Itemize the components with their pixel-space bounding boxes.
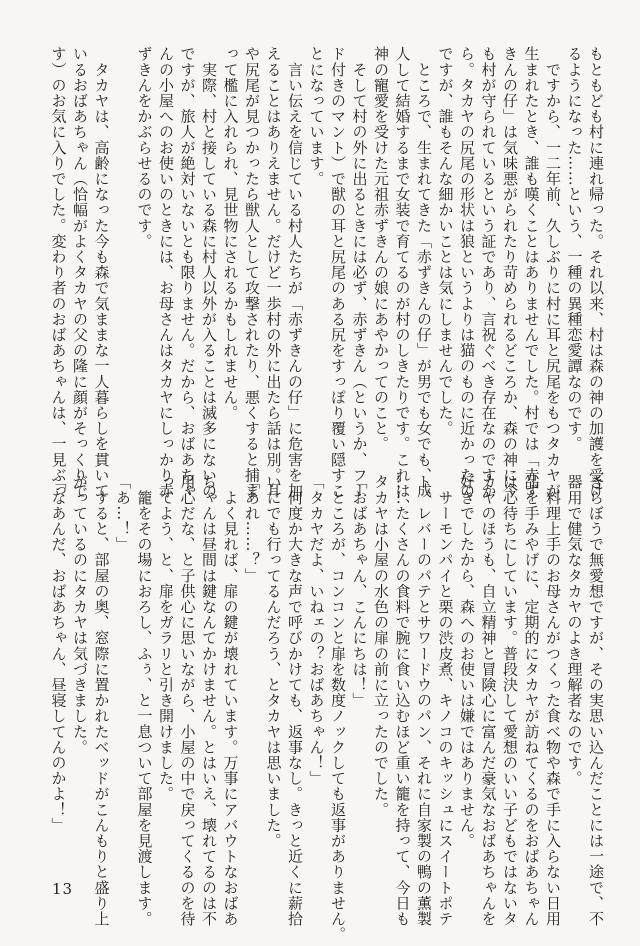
upper-line: ら。タカヤの尻尾の形状は狼というよりは猫のものに近かったの [458,46,476,499]
upper-line: もともども村に連れ帰った。それ以来、村は森の神の加護を受け [587,46,605,499]
upper-line: タカヤは、高齢になった今も森で気ままな一人暮らしを貫いて [92,46,111,499]
upper-line: とになっています。 [307,46,326,187]
lower-line: 品を手みやげに、定期的にタカヤが訪ねてくるのをおばあちゃん [522,474,541,927]
lower-line: ところが、コンコンと扉を数度ノックしても返事がありません。 [329,474,347,942]
lower-line: タカヤは小屋の水色の扉の前に立ったのでした。 [372,474,390,818]
lower-line: ……たくさんの食料で腕に食い込むほど重い籠を持って、今日も [393,474,412,927]
upper-line: ですから、一二年前、久しぶりに村に耳と尻尾をもつタカヤが [544,46,562,499]
lower-line: ちゃんは昼間は鍵なんてかけません。とはいえ、壊れてるのは不 [200,474,218,927]
upper-line [112,46,134,442]
lower-line: 「なあんだ、おばあちゃん、昼寝してんのかよ！」 [49,474,68,833]
lower-line: すると、部屋の奥、窓際に置かれたベッドがこんもりと盛り上 [92,474,111,927]
upper-line: や尻尾が見つかったら獣人として攻撃されたり、悪くすると捕ま [243,46,261,499]
text-block-upper [49,46,606,514]
upper-line: 神の寵愛を受けた元祖赤ずきんの娘にあやかってのこと。 [372,46,390,452]
upper-line: ところで、生まれてきた「赤ずきんの仔」が男でも女でも、成 [415,46,433,499]
upper-line: るようになった……という、一種の異種恋愛譚なのです。 [565,46,584,452]
lower-line: いにでも行ってるんだろう、とタカヤは思いました。 [264,474,283,849]
upper-line: って檻に入れられ、見世物にされるかもしれません。 [221,46,240,421]
page-number: 13 [52,880,74,898]
lower-line: カヤのほうも、自立精神と冒険心に富んだ豪気なおばあちゃんを [479,474,498,927]
lower-line: 用心だな、と子供心に思いながら、小屋の中で戻ってくるのを待 [178,474,197,927]
upper-line: も村が守られているという証であり、言祝ぐべき存在なのですか [479,46,498,499]
upper-line: ずきんをかぶらせるのです。 [135,46,154,249]
lower-line: は心待ちにしています。普段決して愛想のいい子どもではないタ [501,474,519,927]
upper-line: ですが、誰もそんな細かいことは気にしませんでした。 [436,46,455,436]
upper-line: いるおばあちゃん（恰幅がよくタカヤの父の隆に顔がそっくりで [71,46,89,499]
lower-line: 「あ…！」 [114,474,132,552]
upper-line: ですが、旅人が絶対いないとも限りません。だから、おばあちゃ [178,46,197,499]
lower-line: ト、レバーのパテとサワードウのパン、それに自家製の鴨の薫製 [415,474,433,927]
lower-line: 器用で健気なタカヤのよき理解者なのです。 [565,474,584,786]
upper-line: 実際、村と接している森に村人以外が入ることは滅多にないの [200,46,218,499]
upper-line: そして村の外に出るときには必ず、赤ずきん（というか、フー [350,46,369,499]
lower-line: きらぼうで無愛想ですが、その実思い込んだことには一途で、不 [587,474,605,927]
upper-line: ド付きのマント）で獣の耳と尻尾のある尻をすっぽり覆い隠すこ [329,46,347,499]
lower-line: サーモンパイと栗の渋皮煮、キノコのキッシュにスイートポテ [436,474,455,927]
lower-line: 籠をその場におろし、ふぅ、と一息ついて部屋を見渡します。 [135,474,154,927]
upper-line: えることはありえません。だけど一歩村の外に出たら話は別。耳 [264,46,283,499]
upper-line: 人して結婚するまで女装で育てるのが村のしきたりです。これは、 [393,46,412,514]
lower-line: ってよう、と、扉をガラリと引き開けました。 [157,474,175,802]
upper-line: す）のお気に入りでした。変わり者のおばあちゃんは、一見ぶっ [49,46,68,499]
upper-line: きんの仔」は気味悪がられたり苛められるどころか、森の神に今 [501,46,519,499]
upper-line: 言い伝えを信じている村人たちが「赤ずきんの仔」に危害を加 [286,46,304,499]
lower-line: よく見れば、扉の鍵が壊れています。万事にアバウトなおばあ [221,474,240,927]
lower-line: 料理上手のお母さんがつくった食べ物や森で手に入らない日用 [544,474,562,927]
upper-line: 生まれたとき、誰も嘆くことはありませんでした。村では「赤ず [522,46,541,499]
lower-line: 「おばあちゃん、こんにちは！」 [350,474,369,708]
lower-line: 好きでしたから、森へのお使いは嫌ではありません。 [458,474,476,849]
upper-line: んの小屋へのお使いのときには、お母さんはタカヤにしっかり赤 [157,46,175,499]
lower-line: 何度か大きな声で呼びかけても、返事なし。きっと近くに薪拾 [286,474,304,927]
lower-line: 「タカヤだよ、いねェの？おばあちゃん！」 [307,474,326,786]
lower-line: 「あれ……？」 [243,474,261,584]
lower-line: がっているのにタカヤは気づきました。 [71,474,89,755]
